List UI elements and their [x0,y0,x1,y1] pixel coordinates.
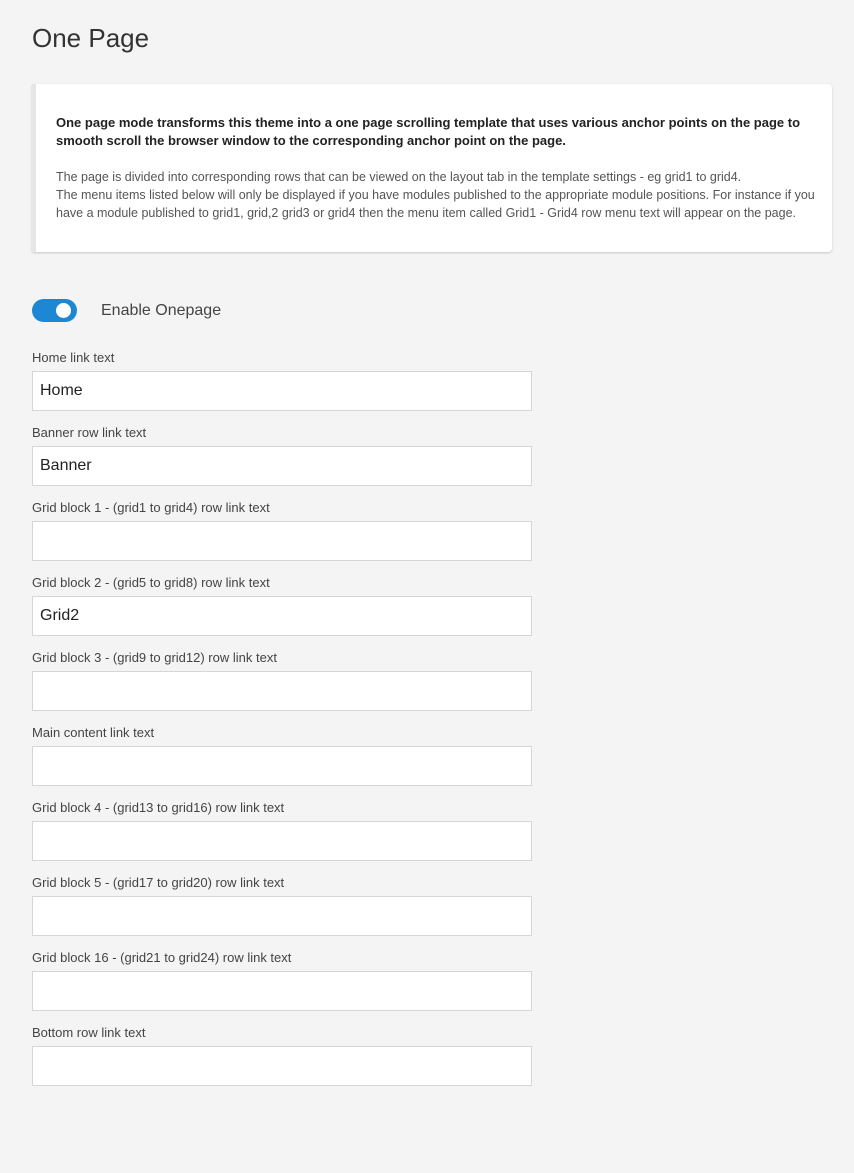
field-grid-block-3 [32,649,532,724]
grid-block-16-input[interactable] [32,971,532,1011]
field-label: Grid block 1 - (grid1 to grid4) row link text [32,500,270,515]
field-label: Grid block 5 - (grid17 to grid20) row link text [32,875,285,890]
field-label: Grid block 3 - (grid9 to grid12) row link text [32,650,277,665]
field-label: Main content link text [32,725,155,740]
field-label: Banner row link text [32,425,147,440]
grid-block-4-input[interactable] [32,821,532,861]
toggle-knob [56,303,71,318]
info-box [32,84,832,252]
home-link-input[interactable] [32,371,532,411]
field-grid-block-16 [32,949,532,1024]
grid-block-1-input[interactable] [32,521,532,561]
field-grid-block-4 [32,799,532,874]
field-bottom-row-link [32,1024,532,1099]
enable-onepage-toggle[interactable] [32,299,77,322]
enable-onepage-label: Enable Onepage [101,301,222,319]
grid-block-3-input[interactable] [32,671,532,711]
field-grid-block-2 [32,574,532,649]
grid-block-2-input[interactable] [32,596,532,636]
field-main-content-link [32,724,532,799]
banner-link-input[interactable] [32,446,532,486]
info-lead: One page mode transforms this theme into a one page scrolling template that uses various anchor points on the page to smooth scroll the browser window to the corresponding anchor point on the page. [56,115,801,148]
field-label: Grid block 16 - (grid21 to grid24) row link text [32,950,292,965]
field-grid-block-5 [32,874,532,949]
info-paragraph-1: The page is divided into corresponding rows that can be viewed on the layout tab in the template settings - eg grid1 to grid4. [56,170,742,184]
bottom-row-link-input[interactable] [32,1046,532,1086]
field-label: Grid block 4 - (grid13 to grid16) row link text [32,800,285,815]
main-content-link-input[interactable] [32,746,532,786]
field-grid-block-1 [32,499,532,574]
link-text-fields [32,349,532,1099]
field-label: Grid block 2 - (grid5 to grid8) row link text [32,575,270,590]
grid-block-5-input[interactable] [32,896,532,936]
info-paragraph-2: The menu items listed below will only be displayed if you have modules published to the appropriate module positions. For instance if you have a module published to grid1, grid,2 grid3 or grid4 then the menu item called Grid1 - Grid4 row menu text will appear on the page. [56,188,815,220]
enable-onepage-row [32,299,221,322]
field-label: Home link text [32,350,115,365]
field-banner-link [32,424,532,499]
page-title: One Page [32,23,150,53]
field-label: Bottom row link text [32,1025,146,1040]
field-home-link [32,349,532,424]
